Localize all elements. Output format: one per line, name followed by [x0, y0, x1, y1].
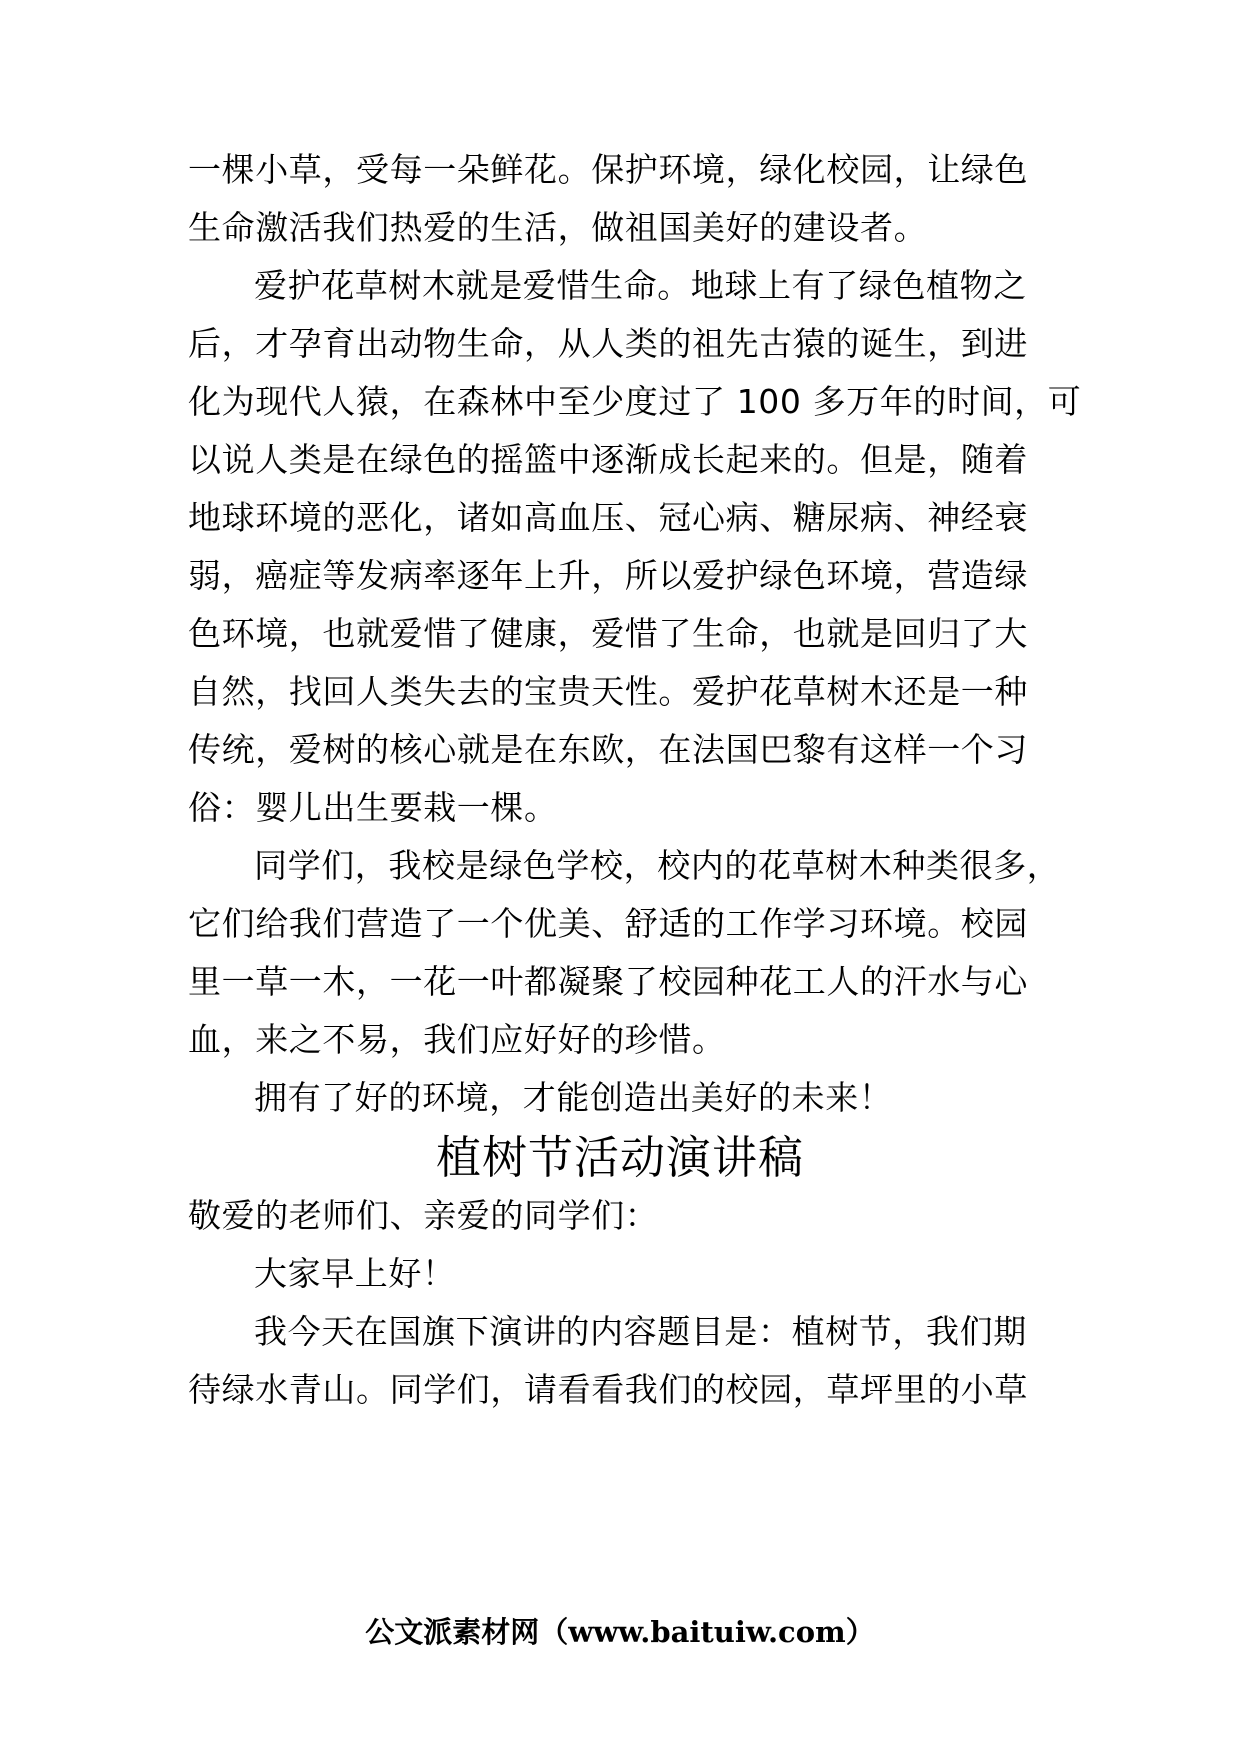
body-line: 俗：婴儿出生要栽一棵。 — [188, 788, 558, 827]
body-line: 化为现代人猿，在森林中至少度过了 100 多万年的时间，可 — [188, 382, 1082, 421]
body-line: 拥有了好的环境，才能创造出美好的未来！ — [254, 1078, 893, 1117]
body-line: 里一草一木，一花一叶都凝聚了校园种花工人的汗水与心 — [188, 962, 1028, 1001]
body-line: 以说人类是在绿色的摇篮中逐渐成长起来的。但是，随着 — [188, 440, 1028, 479]
page-footer: 公文派素材网（www.baituiw.com） — [365, 1615, 875, 1649]
body-line: 传统，爱树的核心就是在东欧，在法国巴黎有这样一个习 — [188, 730, 1028, 769]
body-line: 后，才孕育出动物生命，从人类的祖先古猿的诞生，到进 — [188, 324, 1028, 363]
body-line: 我今天在国旗下演讲的内容题目是：植树节，我们期 — [254, 1312, 1027, 1351]
body-line: 生命激活我们热爱的生活，做祖国美好的建设者。 — [188, 208, 928, 247]
body-line: 自然，找回人类失去的宝贵天性。爱护花草树木还是一种 — [188, 672, 1028, 711]
body-line: 弱，癌症等发病率逐年上升，所以爱护绿色环境，营造绿 — [188, 556, 1028, 595]
section-title: 植树节活动演讲稿 — [435, 1131, 804, 1184]
body-line: 同学们，我校是绿色学校，校内的花草树木种类很多， — [254, 846, 1061, 885]
body-line: 一棵小草，受每一朵鲜花。保护环境，绿化校园，让绿色 — [188, 150, 1028, 189]
body-line: 血，来之不易，我们应好好的珍惜。 — [188, 1020, 726, 1059]
salutation: 敬爱的老师们、亲爱的同学们： — [188, 1196, 659, 1235]
body-line: 色环境，也就爱惜了健康，爱惜了生命，也就是回归了大 — [188, 614, 1028, 653]
body-line: 地球环境的恶化，诸如高血压、冠心病、糖尿病、神经衰 — [188, 498, 1028, 537]
greeting: 大家早上好！ — [254, 1254, 456, 1293]
body-line: 待绿水青山。同学们，请看看我们的校园，草坪里的小草 — [188, 1370, 1028, 1409]
body-line: 它们给我们营造了一个优美、舒适的工作学习环境。校园 — [188, 904, 1028, 943]
body-line: 爱护花草树木就是爱惜生命。地球上有了绿色植物之 — [254, 266, 1027, 305]
